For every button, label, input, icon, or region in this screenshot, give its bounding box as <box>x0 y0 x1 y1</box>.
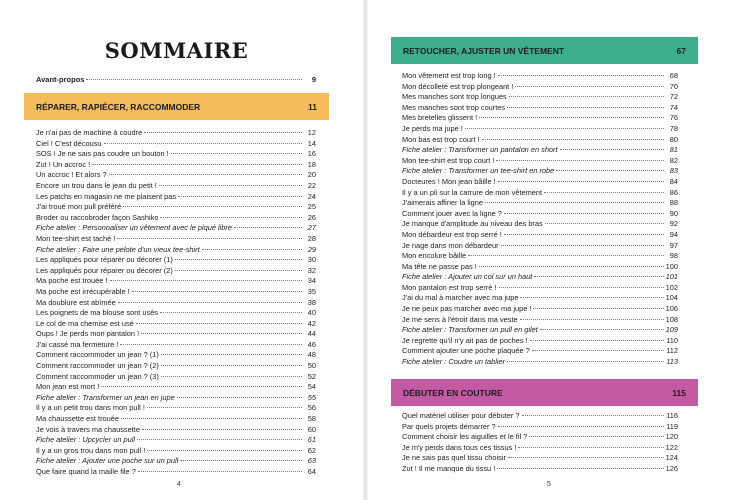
entry-label: Il y a un gros trou dans mon pull ! <box>36 445 146 455</box>
entry-label: Un accroc ! Et alors ? <box>36 170 107 180</box>
dot-leader <box>178 196 302 197</box>
toc-entry[interactable] <box>36 160 316 171</box>
entry-page: 84 <box>669 176 678 186</box>
section-page: 67 <box>676 45 686 56</box>
toc-entry[interactable] <box>402 92 678 103</box>
entry-label: Quel matériel utiliser pour débuter ? <box>402 411 520 420</box>
toc-list-debuter <box>402 411 678 475</box>
entry-page: 110 <box>666 335 678 345</box>
dot-leader <box>529 436 663 437</box>
entry-label: Mes bretelles glissent ! <box>402 113 478 123</box>
entry-label: Fiche atelier : Ajouter une poche sur un pull <box>36 456 179 466</box>
toc-entry[interactable] <box>402 453 678 464</box>
toc-entry[interactable] <box>36 308 316 319</box>
entry-label: Fiche atelier : Transformer un jean en jupe <box>36 392 175 402</box>
entry-page: 64 <box>307 467 316 476</box>
toc-entry[interactable] <box>402 156 678 167</box>
dot-leader <box>160 312 302 313</box>
dot-leader <box>522 415 665 416</box>
dot-leader <box>498 426 664 427</box>
entry-label: Comment ajouter une poche plaquée ? <box>402 346 530 356</box>
entry-label: Mon décolleté est trop plongeant ! <box>402 81 514 91</box>
entry-page: 102 <box>665 282 678 292</box>
toc-entry[interactable] <box>36 266 316 277</box>
dot-leader <box>532 350 664 351</box>
dot-leader <box>92 164 302 165</box>
page-title: SOMMAIRE <box>104 38 249 63</box>
dot-leader <box>160 217 302 218</box>
entry-label: Mon tee-shirt est taché ! <box>36 233 116 243</box>
toc-entry[interactable] <box>36 350 316 361</box>
entry-page: 94 <box>669 229 678 239</box>
entry-label: Mes manches sont trop longues <box>402 92 507 102</box>
entry-page: 61 <box>307 435 316 445</box>
entry-label: Par quels projets démarrer ? <box>402 421 496 431</box>
entry-page: 56 <box>307 403 316 413</box>
entry-label: Broder ou raccobroder façon Sashiko <box>36 212 159 222</box>
entry-label: Les appliqués pour réparer ou décorer (1) <box>36 255 173 265</box>
toc-entry[interactable] <box>402 411 678 422</box>
toc-entry[interactable] <box>36 181 316 192</box>
dot-leader <box>159 185 302 186</box>
avant-propos-page: 9 <box>311 75 316 84</box>
toc-entry[interactable] <box>36 340 316 351</box>
entry-label: Mon jean est mort ! <box>36 382 100 392</box>
entry-page: 119 <box>666 421 678 431</box>
entry-page: 28 <box>307 233 316 243</box>
toc-entry-fiche-atelier[interactable] <box>402 272 678 283</box>
entry-page: 22 <box>307 180 316 190</box>
dot-leader <box>147 407 302 408</box>
toc-entry[interactable] <box>36 287 316 298</box>
entry-page: 63 <box>307 456 316 466</box>
toc-entry-fiche-atelier[interactable] <box>36 435 316 446</box>
entry-page: 48 <box>307 350 316 360</box>
toc-entry[interactable] <box>402 198 678 209</box>
entry-page: 83 <box>669 166 678 176</box>
section-title: RÉPARER, RAPIÉCER, RACCOMMODER <box>36 101 201 112</box>
toc-entry-fiche-atelier[interactable] <box>402 166 678 177</box>
dot-leader <box>530 340 664 341</box>
page-number: 5 <box>547 481 551 488</box>
entry-label: Ma tête ne passe pas ! <box>402 261 477 271</box>
toc-entry[interactable] <box>36 276 316 287</box>
toc-entry[interactable] <box>36 414 316 425</box>
entry-page: 106 <box>665 304 678 314</box>
dot-leader <box>136 323 302 324</box>
toc-entry-fiche-atelier[interactable] <box>402 325 678 336</box>
dot-leader <box>110 280 303 281</box>
entry-page: 50 <box>307 361 316 371</box>
entry-label: Je regrette qu'il n'y ait pas de poches ! <box>402 335 528 345</box>
entry-page: 68 <box>669 71 678 80</box>
avant-propos-label: Avant-propos <box>36 75 85 84</box>
toc-entry[interactable] <box>36 192 316 203</box>
dot-leader <box>556 170 664 171</box>
dot-leader <box>132 291 302 292</box>
dot-leader <box>468 255 664 256</box>
entry-label: Fiche atelier : Coudre un tablier <box>402 357 506 367</box>
dot-leader <box>515 86 664 87</box>
entry-page: 82 <box>669 155 678 165</box>
toc-entry[interactable] <box>36 298 316 309</box>
dot-leader <box>147 450 302 451</box>
entry-label: Comment jouer avec la ligne ? <box>402 208 502 218</box>
entry-page: 29 <box>307 244 316 254</box>
entry-label: Comment raccommoder un jean ? (1) <box>36 350 159 360</box>
toc-entry[interactable] <box>36 213 316 224</box>
entry-label: Je manque d'amplitude au niveau des bras <box>402 219 543 229</box>
entry-page: 92 <box>669 219 678 229</box>
toc-entry[interactable] <box>36 329 316 340</box>
entry-page: 24 <box>307 191 316 201</box>
toc-entry-fiche-atelier[interactable] <box>402 357 678 368</box>
toc-entry[interactable] <box>36 361 316 372</box>
toc-entry[interactable] <box>36 255 316 266</box>
dot-leader <box>138 471 302 472</box>
toc-entry[interactable] <box>402 293 678 304</box>
entry-label: Je m'y perds dans tous ces tissus ! <box>402 442 517 452</box>
dot-leader <box>540 329 664 330</box>
entry-page: 32 <box>307 265 316 275</box>
toc-entry[interactable] <box>36 139 316 150</box>
entry-page: 16 <box>307 149 316 159</box>
dot-leader <box>498 181 664 182</box>
entry-page: 20 <box>307 170 316 180</box>
entry-page: 81 <box>669 145 678 155</box>
dot-leader <box>234 227 302 228</box>
entry-page: 90 <box>669 208 678 218</box>
entry-page: 60 <box>307 424 316 434</box>
toc-entry[interactable] <box>36 202 316 213</box>
dot-leader <box>507 107 664 108</box>
dot-leader <box>545 223 664 224</box>
dot-leader <box>501 245 664 246</box>
entry-label: Le col de ma chemise est usé <box>36 318 134 328</box>
toc-entry[interactable] <box>36 382 316 393</box>
dot-leader <box>202 249 302 250</box>
entry-label: Je n'ai pas de machine à coudre <box>36 128 143 137</box>
toc-entry[interactable] <box>402 113 678 124</box>
entry-label: Mon encolure bâille <box>402 251 467 261</box>
section-page: 11 <box>308 101 317 112</box>
dot-leader <box>520 319 664 320</box>
entry-page: 98 <box>669 251 678 261</box>
entry-page: 27 <box>307 223 316 233</box>
toc-entry[interactable] <box>402 241 678 252</box>
toc-entry-fiche-atelier[interactable] <box>36 456 316 467</box>
entry-page: 122 <box>665 442 678 452</box>
entry-label: Fiche atelier : Faire une pelote d'un vieux tee-shirt <box>36 244 200 254</box>
toc-list-reparer <box>36 128 316 478</box>
entry-label: Il y a un petit trou dans mon pull ! <box>36 403 145 413</box>
entry-label: Fiche atelier : Transformer un pull en gilet <box>402 325 538 335</box>
entry-label: Docteures ! Mon jean bâille ! <box>402 176 496 186</box>
dot-leader <box>508 457 664 458</box>
entry-label: Ma chaussette est trouée <box>36 414 119 424</box>
entry-label: Les appliqués pour réparer ou décorer (2) <box>36 265 173 275</box>
entry-label: Je nage dans mon débardeur <box>402 240 499 250</box>
entry-label: J'ai du mal à marcher avec ma jupe <box>402 293 519 303</box>
dot-leader <box>482 139 664 140</box>
entry-page: 78 <box>669 123 678 133</box>
entry-page: 25 <box>307 202 316 212</box>
page-number: 4 <box>177 481 181 488</box>
dot-leader <box>137 439 302 440</box>
entry-label: Que faire quand la maille file ? <box>36 467 136 476</box>
entry-page: 74 <box>669 102 678 112</box>
section-title: RETOUCHER, AJUSTER UN VÊTEMENT <box>403 45 565 56</box>
dot-leader <box>534 276 663 277</box>
toc-entry[interactable] <box>402 209 678 220</box>
entry-page: 52 <box>307 371 316 381</box>
toc-entry-fiche-atelier[interactable] <box>36 223 316 234</box>
entry-label: Je vois à travers ma chaussette <box>36 424 140 434</box>
toc-entry[interactable] <box>402 432 678 443</box>
entry-label: Zut ! Un accroc ! <box>36 159 91 169</box>
dot-leader <box>161 376 302 377</box>
toc-entry[interactable] <box>36 372 316 383</box>
entry-page: 76 <box>669 113 678 123</box>
dot-leader <box>485 202 664 203</box>
entry-label: SOS ! Je ne sais pas coudre un bouton ! <box>36 149 169 159</box>
book-gutter <box>363 0 368 500</box>
entry-page: 35 <box>307 286 316 296</box>
toc-entry[interactable] <box>402 103 678 114</box>
entry-label: Les patchs en magasin ne me plaisent pas <box>36 191 177 201</box>
dot-leader <box>175 259 302 260</box>
entry-label: Ma doublure est abîmée <box>36 297 116 307</box>
toc-list-retoucher <box>402 71 678 368</box>
section-page: 115 <box>672 387 686 398</box>
entry-page: 124 <box>665 453 678 463</box>
entry-page: 55 <box>307 392 316 402</box>
dot-leader <box>171 153 302 154</box>
dot-leader <box>123 206 302 207</box>
toc-entry[interactable] <box>36 128 316 139</box>
entry-page: 40 <box>307 308 316 318</box>
entry-page: 86 <box>669 187 678 197</box>
dot-leader <box>479 266 664 267</box>
toc-entry[interactable] <box>402 177 678 188</box>
entry-label: J'ai troué mon pull préféré <box>36 202 122 212</box>
entry-page: 38 <box>307 297 316 307</box>
dot-leader <box>142 429 302 430</box>
entry-page: 113 <box>666 357 678 367</box>
toc-entry[interactable] <box>402 262 678 273</box>
toc-entry[interactable] <box>36 170 316 181</box>
avant-propos-row[interactable] <box>36 75 316 84</box>
toc-entry-fiche-atelier[interactable] <box>36 393 316 404</box>
dot-leader <box>520 297 663 298</box>
section-header-reparer[interactable] <box>24 93 329 120</box>
entry-page: 14 <box>307 138 316 148</box>
dot-leader <box>498 75 664 76</box>
entry-page: 46 <box>307 339 316 349</box>
toc-entry[interactable] <box>36 446 316 457</box>
toc-entry[interactable] <box>402 219 678 230</box>
entry-page: 62 <box>307 445 316 455</box>
entry-page: 26 <box>307 212 316 222</box>
toc-entry[interactable] <box>402 82 678 93</box>
entry-label: Mon tee-shirt est trop court ! <box>402 155 495 165</box>
entry-page: 42 <box>307 318 316 328</box>
dot-leader <box>504 234 664 235</box>
toc-entry[interactable] <box>402 315 678 326</box>
dot-leader <box>118 302 302 303</box>
section-header-debuter[interactable] <box>391 379 698 406</box>
toc-entry[interactable] <box>36 467 316 478</box>
toc-entry[interactable] <box>402 422 678 433</box>
dot-leader <box>544 192 664 193</box>
entry-label: Ma poche est trouée ! <box>36 276 108 286</box>
entry-label: Fiche atelier : Transformer un pantalon en short <box>402 145 558 155</box>
dot-leader <box>104 143 303 144</box>
entry-page: 18 <box>307 159 316 169</box>
dot-leader <box>533 308 663 309</box>
dot-leader <box>141 333 302 334</box>
dot-leader <box>144 132 302 133</box>
entry-page: 100 <box>665 261 678 271</box>
entry-label: Fiche atelier : Upcycler un pull <box>36 435 135 445</box>
entry-label: Mon bas est trop court ! <box>402 134 480 144</box>
entry-page: 112 <box>666 346 678 356</box>
entry-page: 44 <box>307 329 316 339</box>
toc-entry[interactable] <box>36 319 316 330</box>
entry-label: Fiche atelier : Personnaliser un vêtement avec le piqué libre <box>36 223 232 233</box>
entry-page: 54 <box>307 382 316 392</box>
dot-leader <box>507 361 664 362</box>
entry-label: Il y a un pli sur la carrure de mon vêtement <box>402 187 543 197</box>
entry-page: 80 <box>669 134 678 144</box>
dot-leader <box>180 460 302 461</box>
entry-page: 58 <box>307 414 316 424</box>
toc-entry[interactable] <box>402 124 678 135</box>
right-page <box>371 0 731 500</box>
dot-leader <box>479 117 664 118</box>
toc-entry[interactable] <box>402 188 678 199</box>
left-page <box>0 0 360 500</box>
dot-leader <box>175 270 302 271</box>
entry-label: Je ne peux pas marcher avec ma jupe ! <box>402 304 532 314</box>
entry-label: Les poignets de ma blouse sont usés <box>36 308 159 318</box>
dot-leader <box>177 397 302 398</box>
toc-entry[interactable] <box>36 234 316 245</box>
entry-label: Mon débardeur est trop serré ! <box>402 229 502 239</box>
entry-label: Comment raccommoder un jean ? (2) <box>36 361 159 371</box>
dot-leader <box>161 354 302 355</box>
toc-entry[interactable] <box>402 71 678 82</box>
entry-label: Encore un trou dans le jean du petit ! <box>36 180 157 190</box>
dot-leader <box>117 238 302 239</box>
entry-label: J'ai cassé ma fermeture ! <box>36 339 119 349</box>
entry-label: Je me sens à l'étroit dans ma veste <box>402 314 518 324</box>
entry-label: Mon pantalon est trop serré ! <box>402 282 497 292</box>
entry-page: 97 <box>669 240 678 250</box>
entry-label: Mes manches sont trop courtes <box>402 102 506 112</box>
dot-leader <box>496 160 664 161</box>
dot-leader <box>121 418 302 419</box>
entry-page: 72 <box>669 92 678 102</box>
entry-page: 30 <box>307 255 316 265</box>
entry-label: Je ne sais pas quel tissu choisir <box>402 453 506 463</box>
toc-entry[interactable] <box>402 464 678 475</box>
entry-page: 120 <box>665 432 678 442</box>
entry-page: 109 <box>665 325 678 335</box>
entry-label: Oups ! Je perds mon pantalon ! <box>36 329 140 339</box>
entry-label: Fiche atelier : Ajouter un col sur un haut <box>402 272 533 282</box>
dot-leader <box>161 365 302 366</box>
toc-entry[interactable] <box>402 251 678 262</box>
entry-label: Ma poche est irrécupérable ! <box>36 286 130 296</box>
toc-entry[interactable] <box>402 346 678 357</box>
toc-entry[interactable] <box>402 135 678 146</box>
entry-label: Fiche atelier : Transformer un tee-shirt en robe <box>402 166 555 176</box>
entry-label: Comment raccommoder un jean ? (3) <box>36 371 159 381</box>
entry-page: 104 <box>665 293 678 303</box>
dot-leader <box>504 213 664 214</box>
dot-leader <box>497 468 663 469</box>
toc-entry-fiche-atelier[interactable] <box>36 245 316 256</box>
entry-page: 34 <box>307 276 316 286</box>
toc-entry[interactable] <box>36 403 316 414</box>
dot-leader <box>120 344 302 345</box>
dot-leader <box>101 386 302 387</box>
entry-label: Ciel ! C'est décousu <box>36 138 102 148</box>
toc-entry[interactable] <box>402 304 678 315</box>
entry-page: 108 <box>665 314 678 324</box>
entry-label: Je perds ma jupe ! <box>402 123 463 133</box>
toc-entry[interactable] <box>36 425 316 436</box>
dot-leader <box>518 447 663 448</box>
section-title: DÉBUTER EN COUTURE <box>403 387 503 398</box>
toc-entry[interactable] <box>402 443 678 454</box>
dot-leader <box>509 96 664 97</box>
entry-label: Zut ! Il me manque du tissu ! <box>402 463 496 473</box>
entry-page: 101 <box>665 272 678 282</box>
entry-page: 70 <box>669 81 678 91</box>
toc-entry[interactable] <box>36 149 316 160</box>
entry-label: J'aimerais affiner la ligne <box>402 198 483 208</box>
dot-leader <box>560 149 664 150</box>
toc-entry[interactable] <box>402 336 678 347</box>
toc-entry[interactable] <box>402 230 678 241</box>
entry-label: Mon vêtement est trop long ! <box>402 71 496 80</box>
entry-page: 116 <box>666 411 678 420</box>
section-header-retoucher[interactable] <box>391 37 698 64</box>
entry-label: Comment choisir les aiguilles et le fil ? <box>402 432 528 442</box>
entry-page: 126 <box>665 463 678 473</box>
entry-page: 12 <box>307 128 316 137</box>
toc-entry-fiche-atelier[interactable] <box>402 145 678 156</box>
dot-leader <box>499 287 664 288</box>
entry-page: 88 <box>669 198 678 208</box>
dot-leader <box>109 174 302 175</box>
dot-leader <box>86 79 302 80</box>
dot-leader <box>465 128 664 129</box>
toc-entry[interactable] <box>402 283 678 294</box>
